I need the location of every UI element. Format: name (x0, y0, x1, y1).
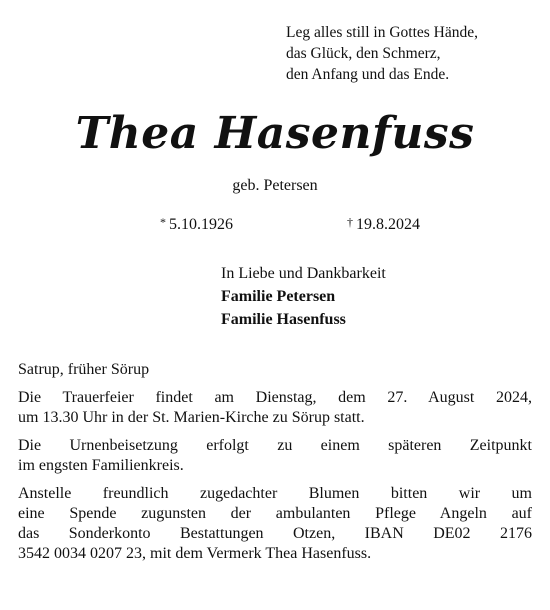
notice-body (18, 360, 532, 572)
family-name: Familie Petersen (221, 288, 336, 305)
location-line: Satrup, früher Sörup (18, 361, 150, 378)
life-dates (160, 214, 420, 236)
birth-symbol: * (160, 215, 166, 229)
death-date-group (347, 214, 420, 236)
mourners-block (221, 262, 386, 331)
death-date: 19.8.2024 (356, 216, 420, 233)
family-name: Familie Hasenfuss (221, 311, 346, 328)
birth-date: 5.10.1926 (169, 216, 233, 233)
death-symbol: † (347, 215, 353, 229)
mourners-intro: In Liebe und Dankbarkeit (221, 265, 386, 282)
verse-line: Leg alles still in Gottes Hände, (286, 24, 478, 41)
verse-quote (286, 22, 478, 85)
verse-line: den Anfang und das Ende. (286, 66, 450, 83)
birth-date-group (160, 214, 233, 236)
deceased-name: Thea Hasenfuss (75, 108, 475, 159)
verse-line: das Glück, den Schmerz, (286, 45, 441, 62)
service-paragraph: Die Trauerfeier findet am Dienstag, dem 27. August 2024, um 13.30 Uhr in der St. Marien-Kirche zu Sörup statt. (18, 389, 532, 426)
donation-paragraph: Anstelle freundlich zugedachter Blumen bitten wir um eine Spende zugunsten der ambulanten Pflege Angeln auf das Sonderkonto Bestattungen Otzen, IBAN DE02 2176 3542 0034 0207 23, mit dem Vermerk Thea Hasenfuss. (18, 485, 532, 562)
burial-paragraph: Die Urnenbeisetzung erfolgt zu einem späteren Zeitpunkt im engsten Familienkreis. (18, 437, 532, 474)
maiden-name: geb. Petersen (232, 177, 318, 194)
